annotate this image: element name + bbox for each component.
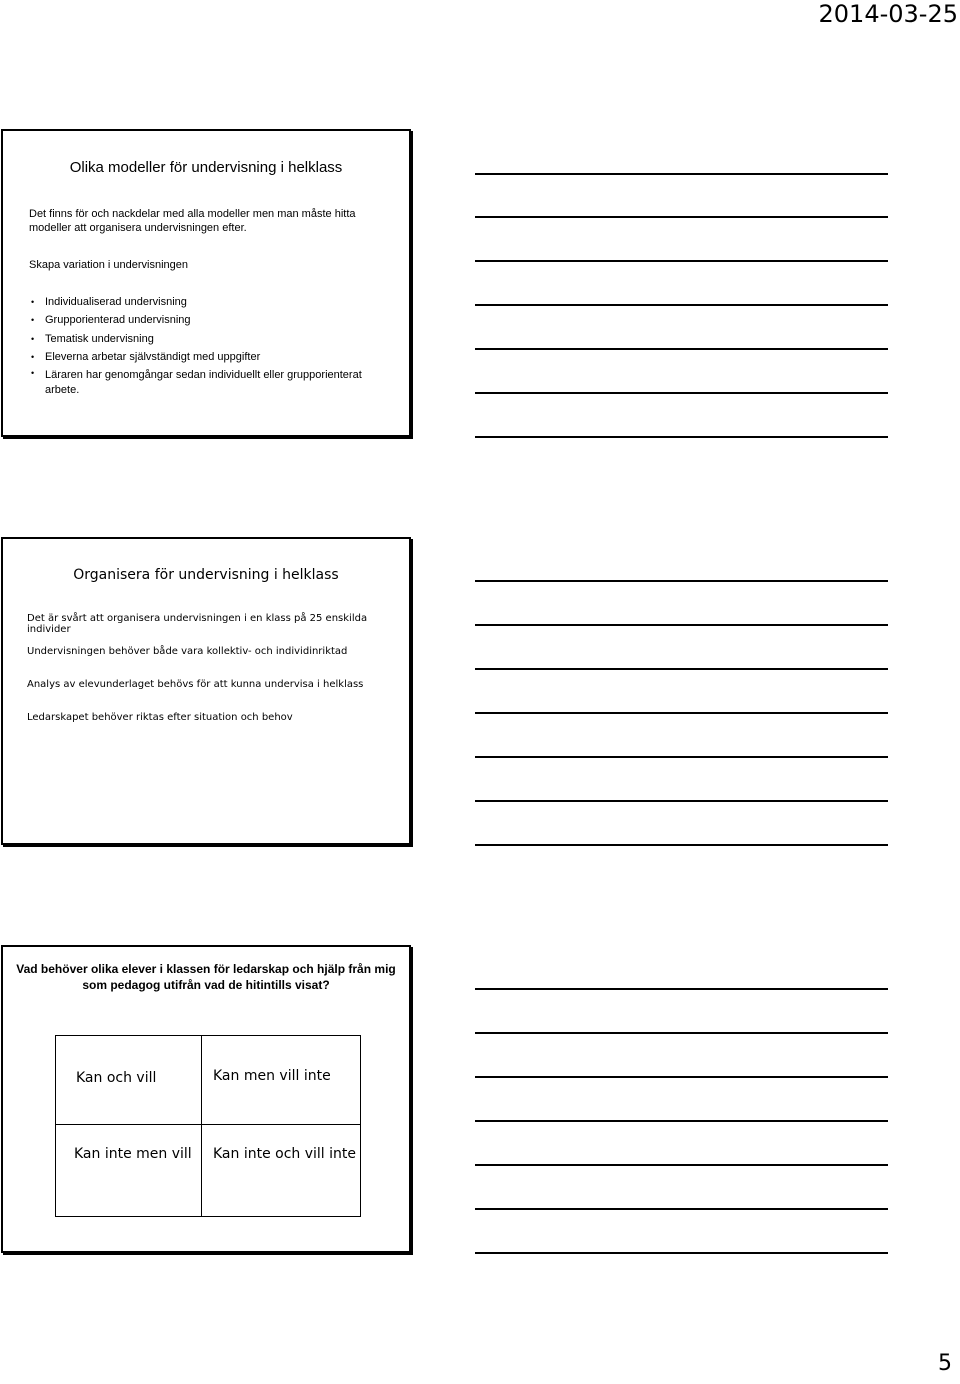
- bullet-icon: •: [31, 368, 35, 379]
- list-item: [29, 330, 391, 348]
- list-item: [29, 348, 391, 366]
- quadrant-kan-och-vill: Kan och vill: [76, 1070, 157, 1086]
- note-line: [475, 1252, 888, 1254]
- bullet-icon: •: [31, 351, 35, 362]
- note-line: [475, 436, 888, 438]
- list-item: Undervisningen behöver både vara kollektiv- och individinriktad: [27, 646, 348, 657]
- slide-2-text-list: [27, 613, 399, 745]
- note-line: [475, 260, 888, 262]
- note-line: [475, 1164, 888, 1166]
- quadrant-kan-inte-men-vill: Kan inte men vill: [74, 1146, 192, 1162]
- note-line: [475, 624, 888, 626]
- note-line: [475, 756, 888, 758]
- note-line: [475, 304, 888, 306]
- list-item: Det är svårt att organisera undervisningen i en klass på 25 enskilda individer: [27, 613, 368, 635]
- note-line: [475, 988, 888, 990]
- list-item: Analys av elevunderlaget behövs för att kunna undervisa i helklass: [27, 679, 364, 690]
- bullet-text: Eleverna arbetar självständigt med uppgifter: [45, 350, 261, 363]
- slide-3: [1, 945, 411, 1253]
- list-item: Ledarskapet behöver riktas efter situation och behov: [27, 712, 293, 723]
- slide-1-title: Olika modeller för undervisning i helklass: [69, 159, 343, 176]
- bullet-text: Grupporienterad undervisning: [45, 314, 191, 327]
- note-line: [475, 668, 888, 670]
- slide-1-bullet-list: [29, 293, 391, 398]
- list-item: [29, 293, 391, 311]
- quadrant-kan-men-vill-inte: Kan men vill inte: [213, 1068, 331, 1084]
- note-line: [475, 580, 888, 582]
- note-line: [475, 712, 888, 714]
- list-item: [29, 366, 391, 398]
- note-line: [475, 1076, 888, 1078]
- list-item: [29, 311, 391, 329]
- note-line: [475, 800, 888, 802]
- page-number: 5: [938, 1351, 952, 1376]
- slide-2-title: Organisera för undervisning i helklass: [73, 567, 339, 583]
- note-line: [475, 844, 888, 846]
- slide-1-subtitle: Skapa variation i undervisningen: [29, 259, 188, 271]
- grid-divider-horizontal: [56, 1124, 360, 1125]
- note-line: [475, 392, 888, 394]
- bullet-text: Individualiserad undervisning: [45, 296, 187, 308]
- quadrant-kan-inte-och-vill-inte: Kan inte och vill inte: [213, 1146, 357, 1162]
- note-line: [475, 173, 888, 175]
- note-line: [475, 216, 888, 218]
- bullet-icon: •: [31, 333, 35, 344]
- bullet-icon: •: [31, 315, 35, 326]
- note-line: [475, 348, 888, 350]
- bullet-icon: •: [31, 297, 35, 307]
- note-line: [475, 1032, 888, 1034]
- slide-2: [1, 537, 411, 845]
- bullet-text: Tematisk undervisning: [45, 332, 154, 345]
- note-line: [475, 1120, 888, 1122]
- header-date: 2014-03-25: [818, 0, 958, 28]
- quadrant-grid: [55, 1035, 361, 1217]
- grid-divider-vertical: [201, 1036, 202, 1216]
- slide-1-intro: Det finns för och nackdelar med alla modeller men man måste hitta modeller att organisera undervisningen efter.: [29, 208, 356, 234]
- note-line: [475, 1208, 888, 1210]
- slide-1: [1, 129, 411, 437]
- slide-3-question: Vad behöver olika elever i klassen för ledarskap och hjälp från mig som pedagog utifrån vad de hitintills visat?: [16, 962, 396, 992]
- bullet-text: Läraren har genomgångar sedan individuellt eller grupporienterat arbete.: [45, 369, 362, 397]
